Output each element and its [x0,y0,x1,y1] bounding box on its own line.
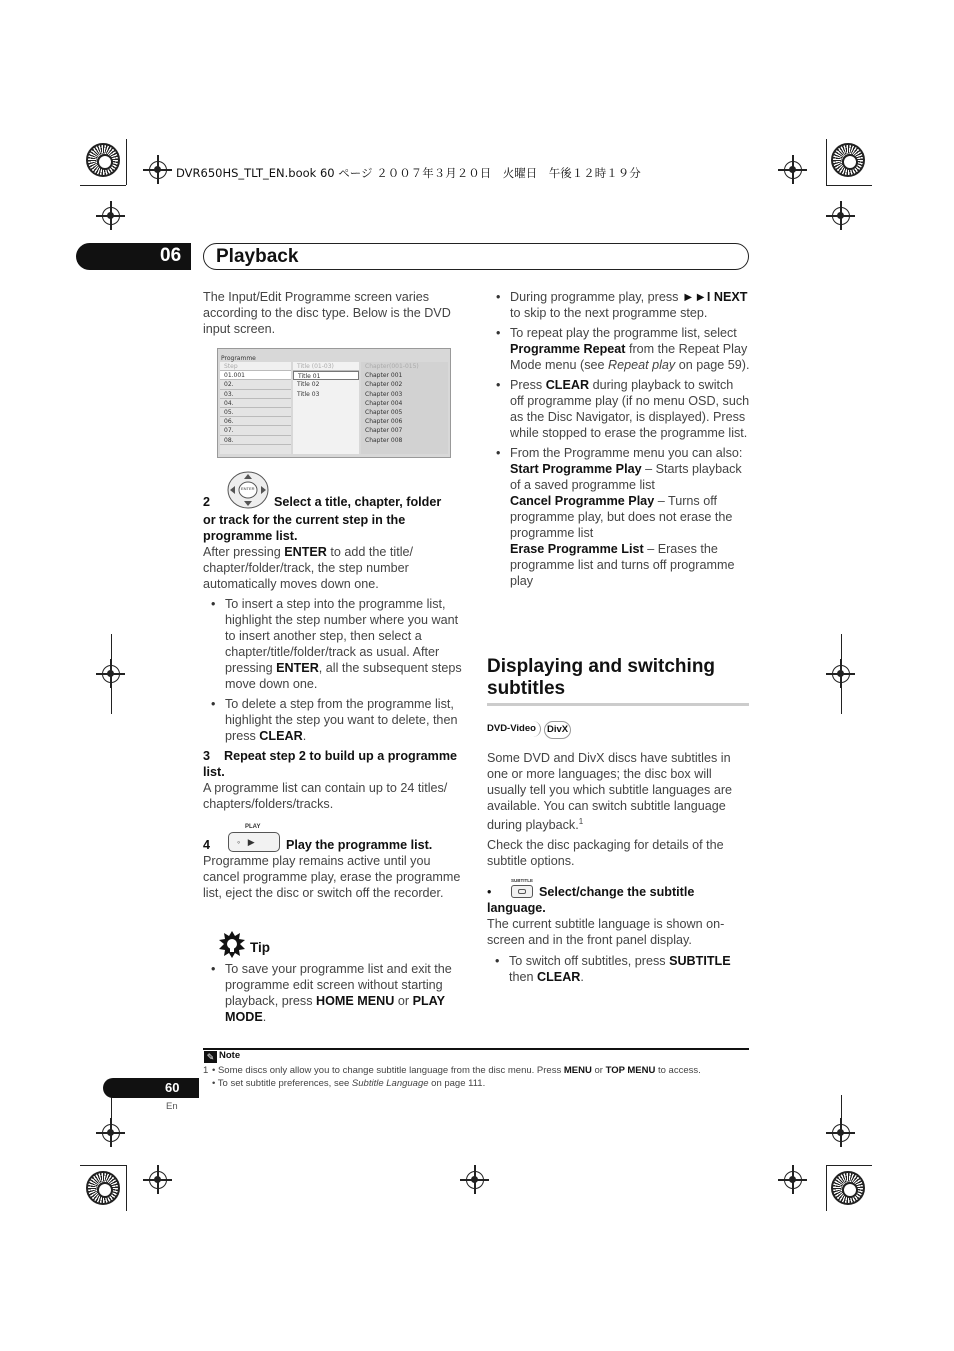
step-row[interactable]: 06. [220,417,291,426]
step4-heading: Play the programme list. [286,838,433,852]
chapter-row[interactable]: Chapter 003 [365,390,403,398]
step-header: Step [220,362,291,371]
step4-number: 4 [203,838,211,852]
step-row[interactable]: 02. [220,380,291,389]
crosshair-mark-icon [832,1124,850,1142]
crosshair-mark-icon [832,207,850,225]
step2-body: After pressing ENTER to add the title/ chapter/folder/track, the step number automatically moves down one. [203,545,414,591]
file-info-line: DVR650HS_TLT_EN.book 60 ページ ２００７年３月２０日 火曜日 午後１２時１９分 [176,166,641,180]
registration-mark-icon [831,143,865,177]
crop-line [826,139,827,185]
left-column [203,289,467,337]
right-column [496,289,750,589]
bullet-dot: • [487,885,492,899]
programme-screen-title: Programme [221,355,256,362]
title-column [293,362,359,454]
option-erase: Erase Programme List – Erases the programme list and turns off programme play [510,542,735,588]
crop-line [826,1165,827,1211]
dvd-video-badge: DVD-Video [487,721,541,737]
page-number-tab [103,1078,199,1098]
subtitle-button-label: SUBTITLE [511,878,533,883]
note-text [212,1064,749,1090]
crosshair-mark-icon [102,1124,120,1142]
chapter-header: Chapter(001-015) [365,363,419,370]
step2-bullet-delete: • To delete a step from the programme list, highlight the step you want to delete, then press CLEAR. [211,696,467,744]
crosshair-mark-icon [102,207,120,225]
bullet-next: • During programme play, press ►►I NEXT to skip to the next programme step. [496,289,750,321]
note-item-2: • To set subtitle preferences, see Subtitle Language on page 111. [212,1078,486,1089]
play-label: PLAY [245,824,261,830]
title-row[interactable]: Title 02 [297,381,320,389]
crop-line [126,139,127,185]
chapter-row[interactable]: Chapter 004 [365,399,403,407]
note-number: 1 [203,1065,209,1076]
crop-line [80,1165,126,1166]
section-title: Playback [216,246,299,267]
select-subtitle-heading-a: Select/change the subtitle [539,885,695,899]
intro-text: The Input/Edit Programme screen varies according to the disc type. Below is the DVD input screen. [203,290,451,336]
subtitles-para-2: Check the disc packaging for details of the subtitle options. [487,838,724,869]
option-start: Start Programme Play – Starts playback of a saved programme list [510,462,742,492]
crosshair-mark-icon [149,161,167,179]
step-row[interactable]: 01.001 [220,371,291,380]
enter-label: ENTER [241,486,255,491]
crop-line [826,185,872,186]
note-rule [203,1048,749,1050]
subtitles-para-1: Some DVD and DivX discs have subtitles in one or more languages; the disc box will usually tell you which subtitle languages are available. You can switch subtitle language during playback.$^1$ [487,751,733,833]
chapter-number: 06 [160,245,182,266]
title-row[interactable]: Title 01 [293,371,359,380]
step4-body: Programme play remains active until you cancel programme play, erase the programme list, eject the disc or switch off the recorder. [203,854,461,900]
chapter-row[interactable]: Chapter 008 [365,436,403,444]
step2-heading-b: or track for the current step in the programme list. [203,513,406,543]
crop-line [111,634,112,714]
crosshair-mark-icon [466,1171,484,1189]
play-button-icon: ◦ ▶ [228,832,280,852]
tip-text: • To save your programme list and exit the programme edit screen without starting playback, press HOME MENU or PLAY MODE. [211,961,467,1025]
heading-rule [487,703,749,706]
step-row[interactable]: 05. [220,408,291,417]
registration-mark-icon [86,143,120,177]
step3-heading: 3 Repeat step 2 to build up a programme list. [203,749,461,779]
divx-badge: DivX [544,721,571,739]
title-header: Title (01-03) [293,362,359,371]
chapter-row[interactable]: Chapter 005 [365,408,403,416]
step-column [220,362,291,454]
programme-screen [217,348,451,458]
subtitles-body [487,750,749,869]
tip-label: Tip [250,940,270,955]
section-title-box [203,243,749,270]
pencil-icon: ✎ [204,1051,217,1063]
step2-bullet-insert: • To insert a step into the programme list, highlight the step number where you want to insert another step, then select a chapter/title/folder/track as usual. After pressing ENTER, all the subsequent steps move down one. [211,596,467,692]
crop-line [111,1095,112,1125]
chapter-row[interactable]: Chapter 006 [365,418,403,426]
subtitle-button-icon [511,885,533,898]
step-row[interactable]: 08. [220,436,291,445]
chapter-row[interactable]: Chapter 001 [365,372,403,380]
subtitle-block [487,900,749,985]
crosshair-mark-icon [149,1171,167,1189]
step2-number: 2 [203,495,211,509]
crosshair-mark-icon [784,161,802,179]
step-row[interactable]: 03. [220,390,291,399]
registration-mark-icon [831,1171,865,1205]
step-row[interactable]: 07. [220,426,291,435]
bullet-clear: • Press CLEAR during playback to switch off programme play (if no menu OSD, such as the Disc Navigator, is displayed). Press while stopped to erase the programme list. [496,377,750,441]
subtitles-heading: Displaying and switching subtitles [487,656,716,699]
select-subtitle-heading-b: language. [487,901,546,915]
step-row[interactable]: 04. [220,399,291,408]
registration-mark-icon [86,1171,120,1205]
chapter-column [361,362,448,454]
step2-heading-a: Select a title, chapter, folder [274,495,442,509]
title-row[interactable]: Title 03 [297,390,320,398]
crop-line [826,1165,872,1166]
lightbulb-icon [218,931,246,959]
bullet-switch-off: • To switch off subtitles, press SUBTITLE then CLEAR. [495,953,749,985]
crop-line [126,1165,127,1211]
note-label: Note [219,1050,241,1061]
crop-line [80,185,126,186]
step3-body: A programme list can contain up to 24 titles/ chapters/folders/tracks. [203,781,448,811]
bullet-repeat: • To repeat play the programme list, select Programme Repeat from the Repeat Play Mode menu (see Repeat play on page 59). [496,325,750,373]
chapter-row[interactable]: Chapter 007 [365,427,403,435]
note-item-1: • Some discs only allow you to change subtitle language from the disc menu. Press MENU or TOP MENU to access. [212,1065,701,1076]
bullet-menu: • From the Programme menu you can also: Start Programme Play – Starts playback of a saved programme list Cancel Programme Play – Turns off programme play, but does not erase the programme list Erase Programme List – Erases the programme list and turns off programme play [496,445,750,589]
page-language: En [166,1101,178,1112]
step2-block [203,512,467,812]
page-number: 60 [165,1080,180,1095]
chapter-row[interactable]: Chapter 002 [365,381,403,389]
crop-line [841,1095,842,1125]
option-cancel: Cancel Programme Play – Turns off programme play, but does not erase the programme list [510,494,733,540]
subtitle-para-3: The current subtitle language is shown on-screen and in the front panel display. [487,917,725,947]
crosshair-mark-icon [784,1171,802,1189]
crop-line [841,634,842,714]
